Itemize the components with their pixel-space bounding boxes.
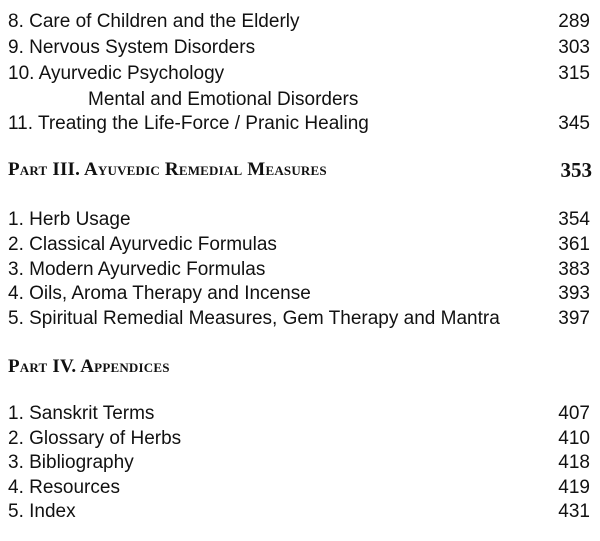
toc-entry-subtitle: Mental and Emotional Disorders bbox=[88, 89, 359, 110]
toc-entry bbox=[8, 427, 590, 451]
toc-entry-page: 393 bbox=[558, 283, 590, 304]
toc-entry bbox=[8, 233, 590, 257]
toc-entry-page: 315 bbox=[558, 63, 590, 84]
toc-entry-title: 1. Sanskrit Terms bbox=[8, 403, 155, 424]
toc-entry bbox=[8, 402, 590, 426]
toc-entry bbox=[8, 282, 590, 306]
toc-entry-page: 354 bbox=[558, 209, 590, 230]
toc-entry-title: 3. Modern Ayurvedic Formulas bbox=[8, 259, 266, 280]
toc-entry-title: 5. Index bbox=[8, 501, 76, 522]
toc-entry-title: 3. Bibliography bbox=[8, 452, 134, 473]
toc-entry-page: 383 bbox=[558, 259, 590, 280]
toc-entry bbox=[8, 10, 590, 34]
toc-entry-page: 397 bbox=[558, 308, 590, 329]
toc-entry-title: 2. Glossary of Herbs bbox=[8, 428, 182, 449]
toc-entry-page: 410 bbox=[558, 428, 590, 449]
toc-entry bbox=[8, 451, 590, 475]
toc-entry-title: 5. Spiritual Remedial Measures, Gem Therapy and Mantra bbox=[8, 308, 500, 329]
toc-entry-title: 8. Care of Children and the Elderly bbox=[8, 11, 300, 32]
toc-entry bbox=[8, 62, 590, 86]
toc-entry-page: 419 bbox=[558, 477, 590, 498]
part-heading bbox=[8, 157, 592, 183]
toc-entry bbox=[8, 112, 590, 136]
toc-entry-page: 407 bbox=[558, 403, 590, 424]
toc-entry-title: 2. Classical Ayurvedic Formulas bbox=[8, 234, 277, 255]
toc-entry-title: 11. Treating the Life-Force / Pranic Healing bbox=[8, 113, 369, 134]
toc-entry-title: 4. Oils, Aroma Therapy and Incense bbox=[8, 283, 311, 304]
toc-entry bbox=[8, 36, 590, 60]
toc-entry bbox=[8, 258, 590, 282]
toc-entry bbox=[8, 307, 590, 331]
toc-entry-page: 418 bbox=[558, 452, 590, 473]
toc-entry-title: 9. Nervous System Disorders bbox=[8, 37, 256, 58]
toc-entry-title: 10. Ayurvedic Psychology bbox=[8, 63, 225, 84]
toc-entry-title: 1. Herb Usage bbox=[8, 209, 131, 230]
part-heading-page: 353 bbox=[560, 158, 592, 182]
toc-entry-title: 4. Resources bbox=[8, 477, 120, 498]
toc-entry bbox=[8, 500, 590, 524]
toc-entry-page: 289 bbox=[558, 11, 590, 32]
part-heading-title: Part IV. Appendices bbox=[8, 356, 170, 377]
toc-entry bbox=[8, 476, 590, 500]
toc-entry-page: 345 bbox=[558, 113, 590, 134]
toc-entry-page: 303 bbox=[558, 37, 590, 58]
part-heading bbox=[8, 354, 592, 380]
toc-entry-page: 431 bbox=[558, 501, 590, 522]
toc-entry-page: 361 bbox=[558, 234, 590, 255]
toc-entry bbox=[8, 208, 590, 232]
part-heading-title: Part III. Ayuvedic Remedial Measures bbox=[8, 159, 327, 180]
